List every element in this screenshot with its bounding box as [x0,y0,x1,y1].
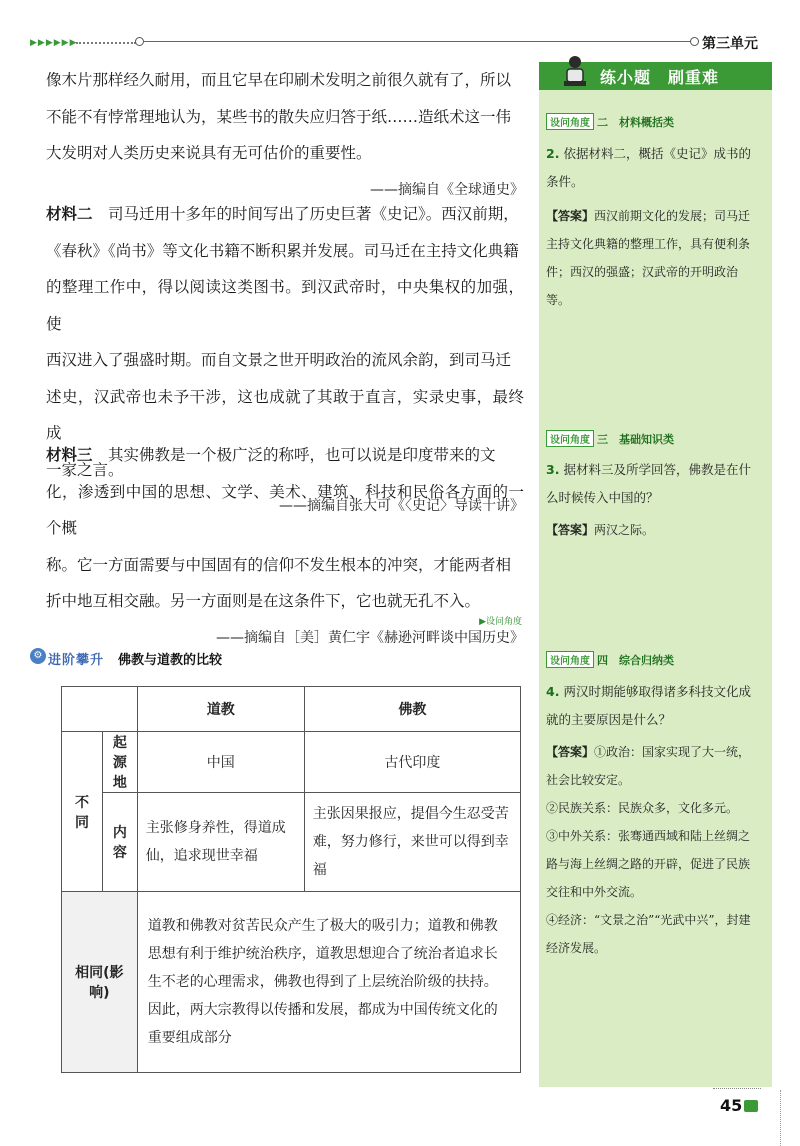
text-line: 西汉进入了强盛时期。而自文景之世开明政治的流风余韵，到司马迁 [46,351,512,369]
text-line: 像木片那样经久耐用，而且它早在印刷术发明之前很久就有了，所以 [46,71,512,89]
answer-3: 【答案】两汉之际。 [546,523,655,537]
text-line: 折中地互相交融。另一方面则是在这条件下，它也就无孔不入。 [46,592,481,610]
table-corner [62,687,138,732]
answer-line: ②民族关系：民族众多，文化多元。 [546,801,739,815]
text-line: 述史，汉武帝也未予干涉，这也成就了其敢于直言，实录史事，最终成 [46,387,524,442]
row-header-content: 内容 [103,793,138,892]
source-citation: ——摘编自《全球通史》 [370,181,524,198]
text-line: 材料二 司马迁用十多年的时间写出了历史巨著《史记》。西汉前期， [46,205,519,223]
question-4: 4. 两汉时期能够取得诸多科技文化成就的主要原因是什么？ [546,684,751,727]
advance-title: 佛教与道教的比较 [118,653,223,668]
unit-title: 第三单元 [702,36,758,52]
col-header-fojiao: 佛教 [304,687,520,732]
answer-2: 【答案】西汉前期文化的发展；司马迁主持文化典籍的整理工作，具有便利条件；西汉的强盛；汉武帝的开明政治等。 [546,209,751,307]
row-header-origin: 起源地 [103,732,138,793]
question-tag: 设问角度 二 材料概括类 [546,113,674,130]
answer-4 [546,738,761,962]
header-rule [143,41,691,42]
practice-panel-title: 练小题 刷重难 [600,68,720,87]
text-line: 一家之言。 [46,460,124,479]
text-line: 的整理工作中，得以阅读这类图书。到汉武帝时，中央集权的加强，使 [46,278,524,333]
cell-origin-fojiao: 古代印度 [304,732,520,793]
student-icon [560,54,590,88]
advance-label: 进阶攀升 [48,653,105,668]
text-line: 《春秋》《尚书》等文化书籍不断积累并发展。司马迁在主持文化典籍 [46,241,519,260]
advance-icon: ⚙ [30,648,46,664]
question-3: 3. 据材料三及所学回答，佛教是在什么时候传入中国的？ [546,462,751,505]
question-2: 2. 依据材料二，概括《史记》成书的条件。 [546,146,751,189]
material-label: 材料二 [46,205,93,223]
text-line: 大发明对人类历史来说具有无可估价的重要性。 [46,144,372,162]
source-citation: ——摘编自［美］黄仁宇《赫逊河畔谈中国历史》 [216,629,524,646]
source-citation: ——摘编自张大可《〈史记〉导读十讲》 [279,498,524,514]
question-tag: 设问角度 四 综合归纳类 [546,651,674,668]
book-icon [744,1100,758,1112]
comparison-table [61,686,521,1073]
text-line: 不能不有悖常理地认为，某些书的散失应归答于纸……造纸术这一伟 [46,107,512,126]
text-line: 化，渗透到中国的思想、文学、美术、建筑、科技和民俗各方面的一个概 [46,482,524,537]
header-arrows: ▶▶▶▶▶▶ [30,38,78,48]
question-tag: 设问角度 三 基础知识类 [546,430,674,447]
col-header-daojiao: 道教 [137,687,304,732]
cell-origin-daojiao: 中国 [137,732,304,793]
header-dotted-line [76,42,136,44]
intro-paragraph [46,62,524,208]
cell-content-fojiao: 主张因果报应，提倡今生忍受苦难，努力修行，来世可以得到幸福 [304,793,520,892]
answer-line: ③中外关系：张骞通西域和陆上丝绸之路与海上丝绸之路的开辟，促进了民族交往和中外交流。 [546,829,751,899]
set-question-link[interactable]: ▶设问角度 [479,617,522,627]
header-circle-icon [690,37,699,46]
text-line: 称。它一方面需要与中国固有的信仰不发生根本的冲突，才能两者相 [46,555,512,574]
row-header-same: 相同(影响) [62,892,138,1073]
cell-same-text: 道教和佛教对贫苦民众产生了极大的吸引力；道教和佛教思想有利于维护统治秩序，道教思想迎合了统治者追求长生不老的心理需求，佛教也得到了上层统治阶级的扶持。因此，两大宗教得以传播和发展，都成为中国传统文化的重要组成部分 [137,892,520,1073]
answer-line: 【答案】①政治：国家实现了大一统，社会比较安定。 [546,745,751,787]
material-three [46,437,524,656]
edge-dots [780,1090,782,1146]
page-number: 45 [720,1096,743,1115]
cell-content-daojiao: 主张修身养性，得道成仙，追求现世幸福 [137,793,304,892]
row-header-butong: 不同 [62,732,103,892]
text-line: 材料三 其实佛教是一个极广泛的称呼，也可以说是印度带来的文 [46,446,496,464]
answer-line: ④经济：“文景之治”“光武中兴”，封建经济发展。 [546,913,751,955]
material-label: 材料三 [46,446,93,464]
